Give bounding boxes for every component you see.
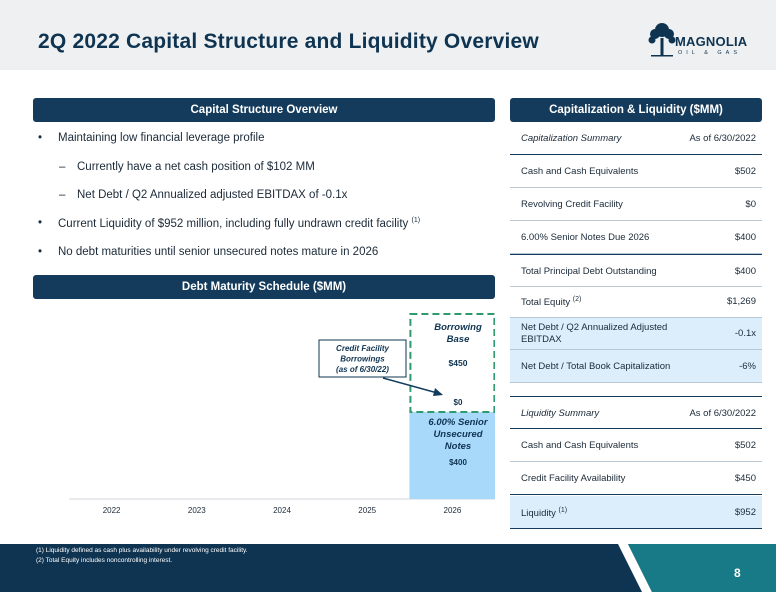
liq-summary-label: Liquidity Summary	[521, 408, 600, 419]
notes-title-line1: 6.00% Senior	[428, 417, 488, 428]
x-tick-label: 2024	[273, 506, 291, 515]
table-row	[510, 496, 762, 529]
row-label: Revolving Credit Facility	[521, 199, 623, 210]
footer-bar	[0, 544, 776, 592]
table-row	[510, 221, 762, 254]
row-value: -0.1x	[734, 328, 756, 339]
bullet-text-wrap	[58, 217, 420, 230]
row-value: $502	[734, 166, 756, 177]
liq-summary-head-row	[510, 396, 762, 429]
x-tick-label: 2026	[443, 506, 462, 515]
row-value: $400	[734, 266, 756, 277]
capital-structure-header: Capital Structure Overview	[33, 98, 495, 122]
table-row	[510, 188, 762, 221]
table-row	[510, 318, 762, 350]
row-label: Cash and Cash Equivalents	[521, 166, 639, 177]
x-tick-label: 2023	[187, 506, 206, 515]
bullet-dot-icon: •	[38, 217, 43, 229]
row-value: -6%	[739, 361, 756, 372]
dash-icon: –	[59, 161, 66, 173]
row-label-wrap	[521, 507, 567, 519]
row-value: $400	[734, 232, 756, 243]
bullet-text: Currently have a net cash position of $102 MM	[77, 161, 315, 173]
x-axis-ticks	[103, 506, 462, 515]
callout-arrow-line	[383, 378, 441, 394]
row-label: Liquidity	[521, 508, 556, 520]
arrow-head-icon	[433, 388, 443, 396]
row-label: Net Debt / Q2 Annualized Adjusted EBITDAX	[521, 322, 668, 345]
cap-summary-asof: As of 6/30/2022	[689, 133, 756, 144]
table-row	[510, 287, 762, 318]
row-value: $952	[734, 507, 756, 518]
row-label: Total Principal Debt Outstanding	[521, 266, 657, 277]
footnote-ref: (1)	[411, 217, 421, 224]
row-label: Net Debt / Total Book Capitalization	[521, 361, 671, 372]
x-tick-label: 2022	[102, 506, 121, 515]
footnote-ref: (2)	[572, 296, 582, 303]
page-title: 2Q 2022 Capital Structure and Liquidity Overview	[38, 30, 539, 53]
notes-title-line2: Unsecured	[433, 429, 483, 440]
row-label: Total Equity	[521, 297, 571, 309]
debt-schedule-header: Debt Maturity Schedule ($MM)	[33, 275, 495, 299]
page-number: 8	[734, 566, 741, 580]
callout-line2: Borrowings	[340, 354, 385, 364]
logo-subtitle: OIL & GAS	[678, 50, 742, 56]
row-value: $1,269	[726, 296, 756, 307]
x-tick-label: 2025	[358, 506, 377, 515]
row-label-wrap	[521, 296, 581, 308]
company-logo	[645, 18, 755, 62]
table-row	[510, 462, 762, 495]
capitalization-liquidity-header: Capitalization & Liquidity ($MM)	[510, 98, 762, 122]
debt-maturity-chart	[33, 302, 495, 527]
table-row	[510, 254, 762, 287]
borrowing-base-title-line2: Base	[446, 334, 470, 345]
callout-line3: (as of 6/30/22)	[336, 365, 389, 374]
liq-summary-asof: As of 6/30/2022	[689, 408, 756, 419]
row-value: $0	[745, 199, 756, 210]
row-label: Cash and Cash Equivalents	[521, 440, 639, 451]
bullet-text: Current Liquidity of $952 million, including fully undrawn credit facility	[58, 217, 409, 230]
bullet-text: Net Debt / Q2 Annualized adjusted EBITDAX of -0.1x	[77, 189, 348, 201]
notes-value-label: $400	[449, 458, 467, 467]
footnote-1: (1) Liquidity defined as cash plus availability under revolving credit facility.	[36, 547, 248, 554]
row-value: $450	[734, 473, 756, 484]
bullet-text: No debt maturities until senior unsecured notes mature in 2026	[58, 246, 379, 258]
dash-icon: –	[59, 189, 66, 201]
table-row	[510, 155, 762, 188]
callout-line1: Credit Facility	[336, 344, 389, 353]
footnote-2: (2) Total Equity includes noncontrolling interest.	[36, 557, 173, 564]
borrowing-base-title-line1: Borrowing	[434, 322, 482, 333]
row-value: $502	[734, 440, 756, 451]
row-label: Credit Facility Availability	[521, 473, 626, 484]
bullet-dot-icon: •	[38, 246, 43, 258]
logo-wordmark: MAGNOLIA	[675, 34, 748, 49]
bullet-dot-icon: •	[38, 132, 43, 144]
borrowing-base-value-label: $450	[448, 358, 468, 368]
cap-summary-head-row	[510, 122, 762, 155]
tree-icon	[647, 20, 677, 60]
notes-title-line3: Notes	[444, 441, 472, 452]
borrowing-base-drawn-label: $0	[453, 398, 463, 407]
footnote-ref: (1)	[558, 507, 568, 514]
cap-summary-label: Capitalization Summary	[521, 133, 622, 144]
row-label: 6.00% Senior Notes Due 2026	[521, 232, 650, 243]
bullet-text: Maintaining low financial leverage profile	[58, 132, 265, 144]
table-row	[510, 429, 762, 462]
table-row	[510, 350, 762, 383]
